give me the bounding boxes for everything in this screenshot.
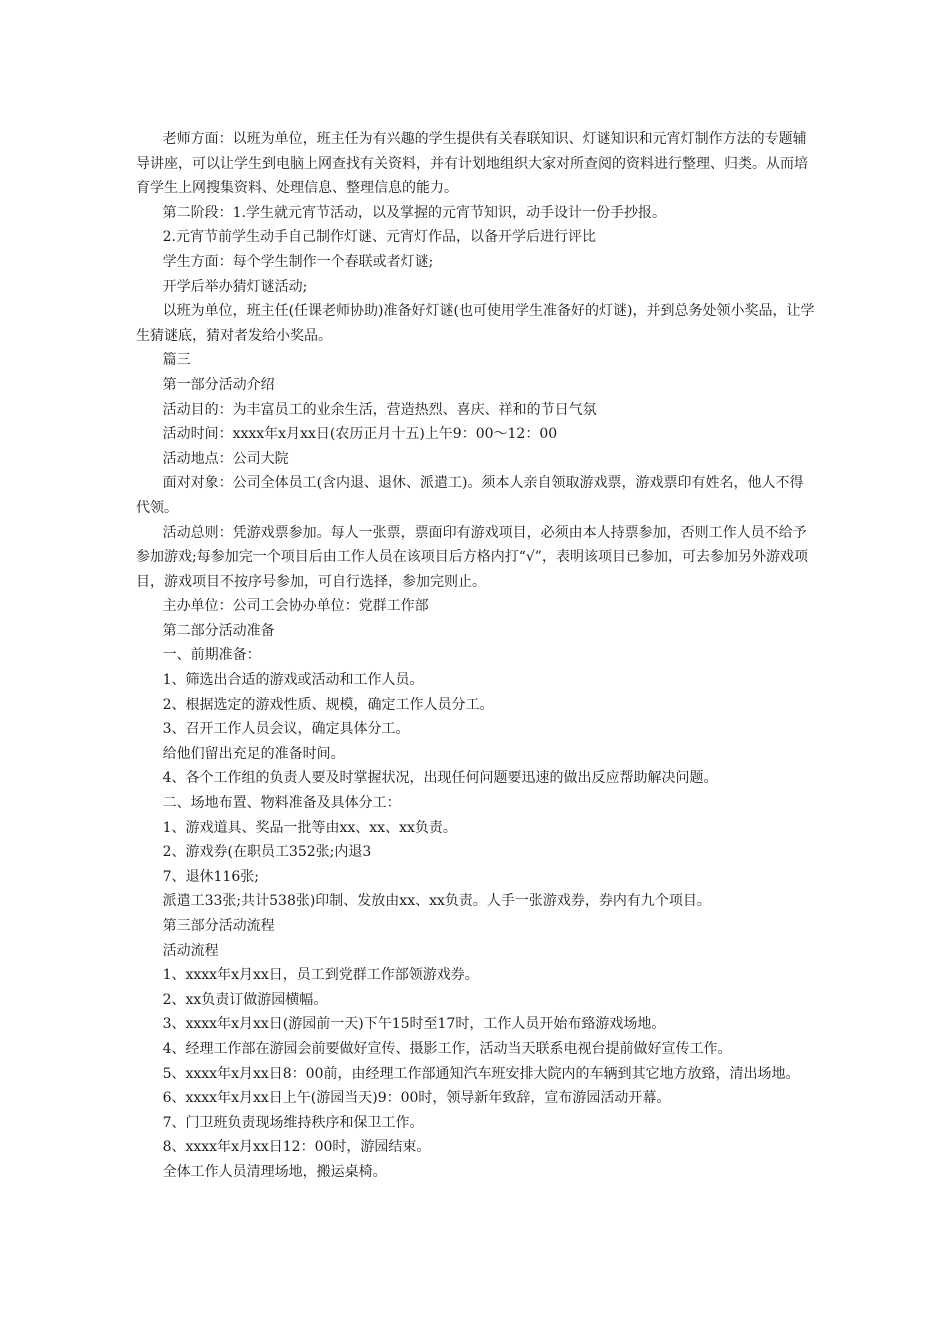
list-item: 4、各个工作组的负责人要及时掌握状况，出现任何问题要迅速的做出反应帮助解决问题。 <box>162 770 718 787</box>
paragraph: 活动目的：为丰富员工的业余生活，营造热烈、喜庆、祥和的节日气氛 <box>162 401 597 418</box>
paragraph: 主办单位：公司工会协办单位：党群工作部 <box>162 598 429 615</box>
list-item: 6、xxxx年x月xx日上午(游园当天)9：00时，领导新年致辞，宣布游园活动开幕。 <box>162 1090 671 1107</box>
list-item: 3、xxxx年x月xx日(游园前一天)下午15时至17时，工作人员开始布臵游戏场地。 <box>162 1016 666 1033</box>
paragraph: 以班为单位，班主任(任课老师协助)准备好灯谜(也可使用学生准备好的灯谜)，并到总务处领小奖品，让学生猜谜底，猜对者发给小奖品。 <box>136 303 815 344</box>
paragraph: 给他们留出充足的准备时间。 <box>162 745 345 762</box>
paragraph: 面对对象：公司全体员工(含内退、退休、派遣工)。须本人亲自领取游戏票，游戏票印有姓名，他人不得代领。 <box>136 475 804 516</box>
section-heading: 第三部分活动流程 <box>162 918 275 934</box>
list-item: 2、xx负责订做游园横幅。 <box>162 991 328 1008</box>
paragraph: 学生方面：每个学生制作一个春联或者灯谜; <box>162 253 434 270</box>
list-item: 7、门卫班负责现场维持秩序和保卫工作。 <box>162 1114 424 1131</box>
paragraph: 活动总则：凭游戏票参加。每人一张票，票面印有游戏项目，必须由本人持票参加，否则工作人员不给予参加游戏;每参加完一个项目后由工作人员在该项目后方格内打“√”，表明该项目已参加，可去参加另外游戏项目，游戏项目不按序号参加，可自行选择，参加完则止。 <box>136 524 808 590</box>
document-page <box>136 127 816 1185</box>
paragraph: 活动地点：公司大院 <box>162 450 289 467</box>
list-item: 1、筛选出合适的游戏或活动和工作人员。 <box>162 672 424 689</box>
list-item: 7、退休116张; <box>162 868 259 885</box>
list-item: 3、召开工作人员会议，确定具体分工。 <box>162 721 410 738</box>
paragraph: 派遣工33张;共计538张)印制、发放由xx、xx负责。人手一张游戏券，券内有九个项目。 <box>162 893 711 910</box>
section-heading: 第一部分活动介绍 <box>162 376 275 393</box>
list-item: 5、xxxx年x月xx日8：00前，由经理工作部通知汽车班安排大院内的车辆到其它地方放臵，清出场地。 <box>162 1065 800 1082</box>
list-item: 4、经理工作部在游园会前要做好宣传、摄影工作，活动当天联系电视台提前做好宣传工作。 <box>162 1040 732 1057</box>
list-item: 1、xxxx年x月xx日，员工到党群工作部领游戏券。 <box>162 967 479 984</box>
paragraph: 开学后举办猜灯谜活动; <box>162 278 308 295</box>
paragraph: 全体工作人员清理场地，搬运桌椅。 <box>162 1163 387 1180</box>
paragraph: 第二阶段：1.学生就元宵节活动，以及掌握的元宵节知识，动手设计一份手抄报。 <box>162 204 666 221</box>
list-item: 8、xxxx年x月xx日12：00时，游园结束。 <box>162 1139 431 1156</box>
section-heading: 篇三 <box>162 352 191 369</box>
paragraph: 老师方面：以班为单位，班主任为有兴趣的学生提供有关春联知识、灯谜知识和元宵灯制作方法的专题辅导讲座，可以让学生到电脑上网查找有关资料，并有计划地组织大家对所查阅的资料进行整理、归类。从而培育学生上网搜集资料、处理信息、整理信息的能力。 <box>136 131 808 197</box>
paragraph: 2.元宵节前学生动手自己制作灯谜、元宵灯作品，以备开学后进行评比 <box>162 229 596 246</box>
paragraph: 二、场地布置、物料准备及具体分工： <box>162 795 401 812</box>
list-item: 2、游戏券(在职员工352张;内退3 <box>162 844 372 861</box>
list-item: 1、游戏道具、奖品一批等由xx、xx、xx负责。 <box>162 819 457 836</box>
paragraph: 活动时间：xxxx年x月xx日(农历正月十五)上午9：00～12：00 <box>162 426 558 443</box>
paragraph: 一、前期准备： <box>162 647 261 664</box>
section-heading: 第二部分活动准备 <box>162 622 275 639</box>
list-item: 2、根据选定的游戏性质、规模，确定工作人员分工。 <box>162 696 494 713</box>
paragraph: 活动流程 <box>162 942 219 959</box>
